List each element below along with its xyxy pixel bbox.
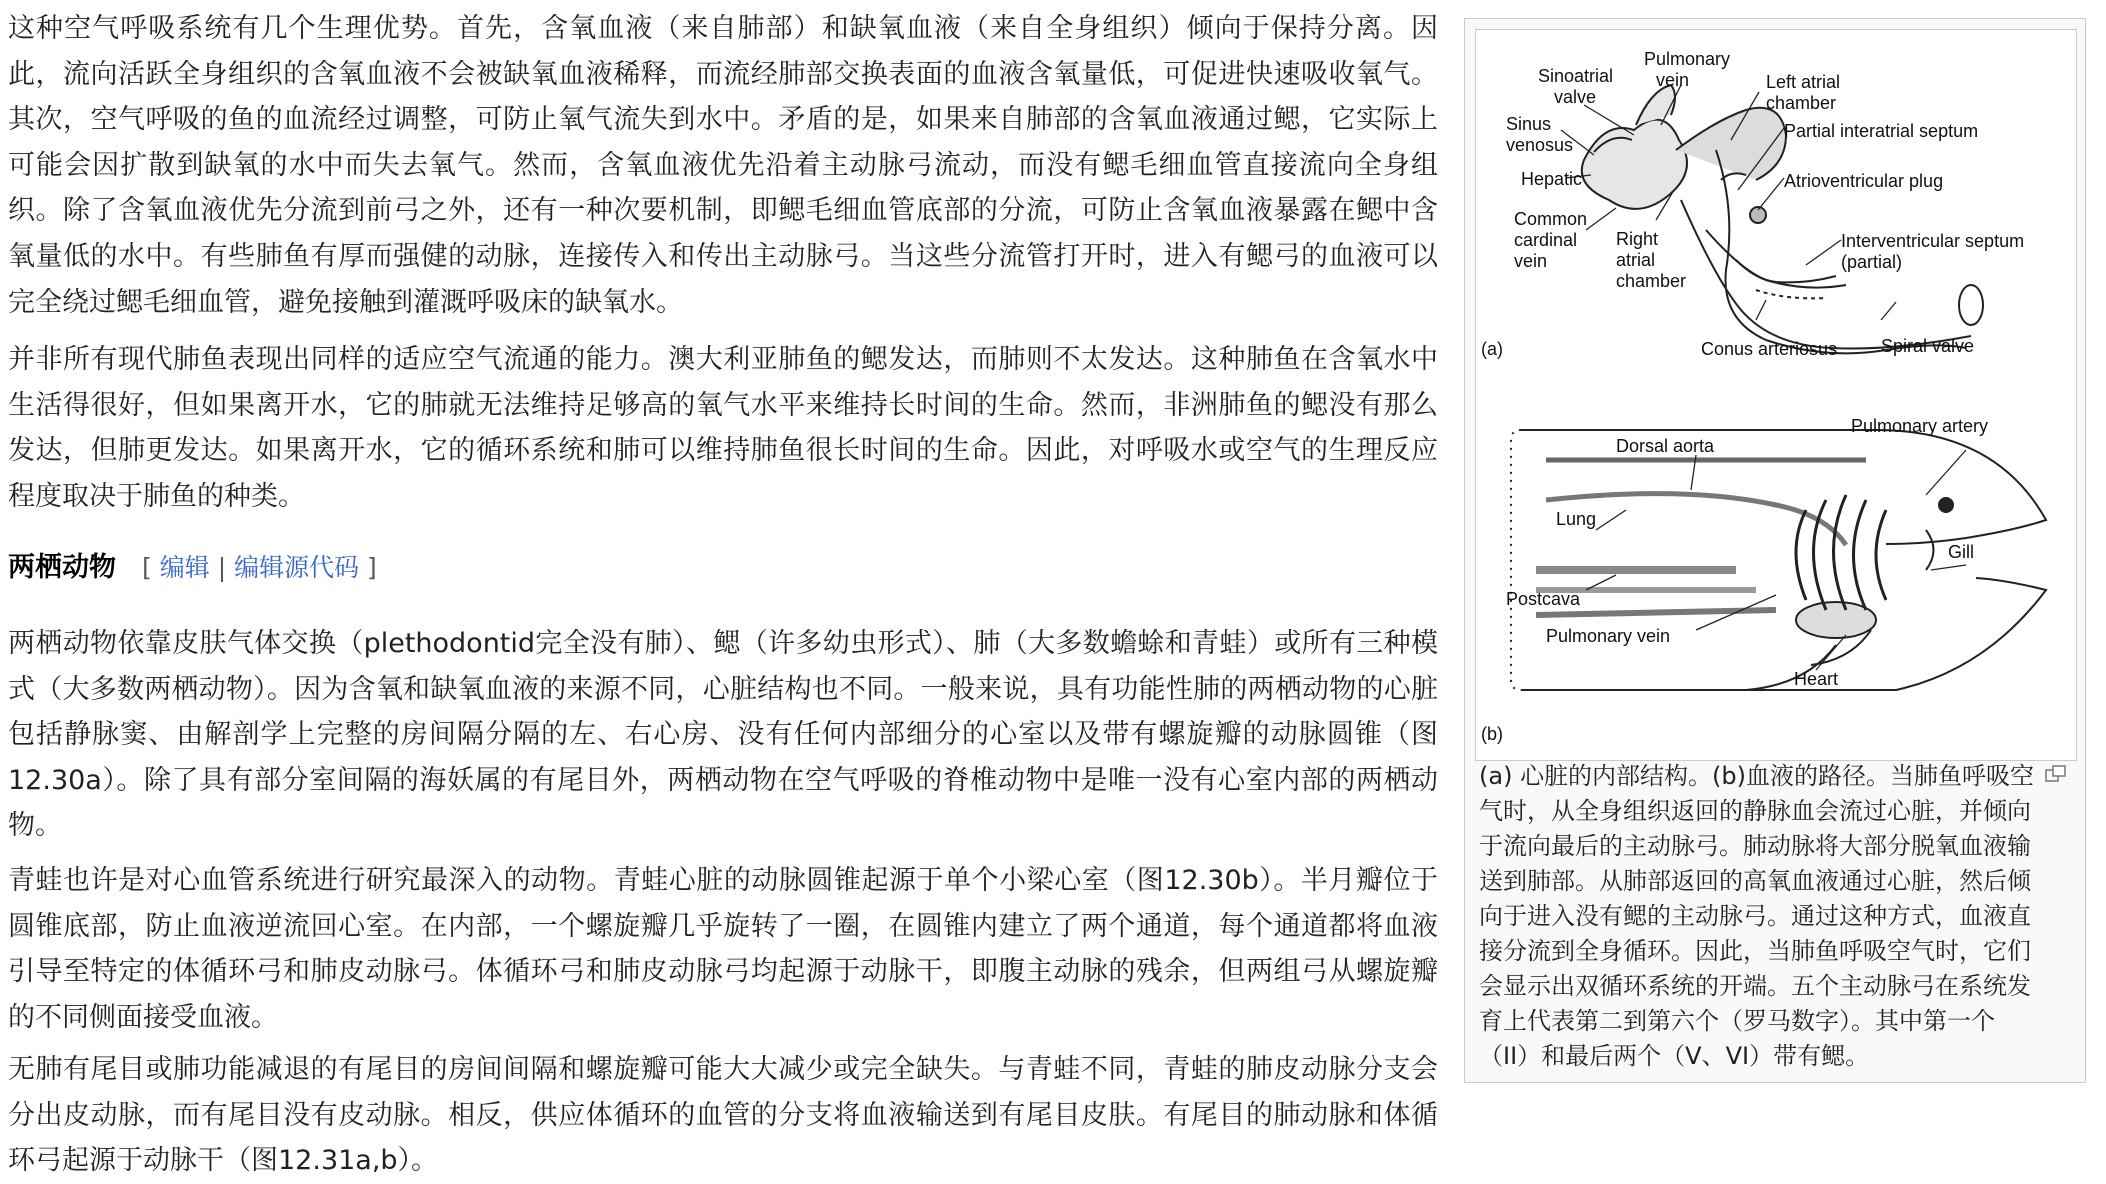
label-atrioventricular-plug: Atrioventricular plug	[1784, 171, 1944, 191]
svg-text:valve: valve	[1554, 87, 1597, 107]
section-title: 两栖动物	[8, 552, 116, 583]
label-sinus-venosus: Sinus	[1506, 114, 1552, 134]
label-pulmonary-artery: Pulmonary artery	[1851, 416, 1989, 436]
label-gill: Gill	[1948, 542, 1974, 562]
section-heading-amphibians	[8, 548, 377, 588]
figure-caption: (a) 心脏的内部结构。(b)血液的路径。当肺鱼呼吸空气时，从全身组织返回的静脉血会流过心脏，并倾向于流向最后的主动脉弓。肺动脉将大部分脱氧血液输送到肺部。从肺部返回的高氧血液通过心脏，然后倾向于进入没有鳃的主动脉弓。通过这种方式，血液直接分流到全身循环。因此，当肺鱼呼吸空气时，它们会显示出双循环系统的开端。五个主动脉弓在系统发育上代表第二到第六个（罗马数字）。其中第一个（II）和最后两个（V、VI）带有鳃。	[1479, 762, 2035, 1070]
panel-a-label: (a)	[1481, 339, 1503, 359]
svg-text:venosus: venosus	[1506, 135, 1574, 155]
label-common-cardinal-vein: Common	[1514, 209, 1588, 229]
label-interventricular-septum: Interventricular septum	[1841, 231, 2025, 251]
paragraph-lungfish-species: 并非所有现代肺鱼表现出同样的适应空气流通的能力。澳大利亚肺鱼的鳃发达，而肺则不太发达。这种肺鱼在含氧水中生活得很好，但如果离开水，它的肺就无法维持足够高的氧气水平来维持长时间的生命。然而，非洲肺鱼的鳃没有那么发达，但肺更发达。如果离开水，它的循环系统和肺可以维持肺鱼很长时间的生命。因此，对呼吸水或空气的生理反应程度取决于肺鱼的种类。	[8, 344, 1438, 512]
label-postcava: Postcava	[1506, 589, 1581, 609]
label-right-atrial-chamber: Right	[1616, 229, 1659, 249]
label-heart: Heart	[1794, 669, 1839, 689]
lungfish-heart-diagram	[1476, 30, 2076, 760]
edit-source-link[interactable]: 编辑源代码	[234, 553, 360, 582]
svg-text:atrial: atrial	[1616, 250, 1656, 270]
svg-text:vein: vein	[1514, 251, 1548, 271]
label-left-atrial-chamber: Left atrial	[1766, 72, 1841, 92]
label-sinoatrial-valve: Sinoatrial	[1538, 66, 1614, 86]
figure-image[interactable]	[1475, 29, 2077, 761]
paragraph-lungfish-advantages: 这种空气呼吸系统有几个生理优势。首先，含氧血液（来自肺部）和缺氧血液（来自全身组织）倾向于保持分离。因此，流向活跃全身组织的含氧血液不会被缺氧血液稀释，而流经肺部交换表面的血液含氧量低，可促进快速吸收氧气。其次，空气呼吸的鱼的血流经过调整，可防止氧气流失到水中。矛盾的是，如果来自肺部的含氧血液通过鳃，它实际上可能会因扩散到缺氧的水中而失去氧气。然而，含氧血液优先沿着主动脉弓流动，而没有鳃毛细血管直接流向全身组织。除了含氧血液优先分流到前弓之外，还有一种次要机制，即鳃毛细血管底部的分流，可防止含氧血液暴露在鳃中含氧量低的水中。有些肺鱼有厚而强健的动脉，连接传入和传出主动脉弓。当这些分流管打开时，进入有鳃弓的血液可以完全绕过鳃毛细血管，避免接触到灌溉呼吸床的缺氧水。	[8, 13, 1438, 318]
panel-b-labels	[1481, 416, 1988, 744]
label-spiral-valve: Spiral valve	[1881, 336, 1975, 356]
paragraph-caudata: 无肺有尾目或肺功能减退的有尾目的房间间隔和螺旋瓣可能大大减少或完全缺失。与青蛙不同，青蛙的肺皮动脉分支会分出皮动脉，而有尾目没有皮动脉。相反，供应体循环的血管的分支将血液输送到有尾目皮肤。有尾目的肺动脉和体循环弓起源于动脉干（图12.31a,b）。	[8, 1054, 1438, 1177]
paragraph-amphibian-respiration: 两栖动物依靠皮肤气体交换（plethodontid完全没有肺）、鳃（许多幼虫形式）、肺（大多数蟾蜍和青蛙）或所有三种模式（大多数两栖动物）。因为含氧和缺氧血液的来源不同，心脏结构也不同。一般来说，具有功能性肺的两栖动物的心脏包括静脉窦、由解剖学上完整的房间隔分隔的左、右心房、没有任何内部细分的心室以及带有螺旋瓣的动脉圆锥（图12.30a）。除了具有部分室间隔的海妖属的有尾目外，两栖动物在空气呼吸的脊椎动物中是唯一没有心室内部的两栖动物。	[8, 628, 1438, 842]
label-lung: Lung	[1556, 509, 1597, 529]
svg-text:chamber: chamber	[1616, 271, 1687, 291]
edit-link[interactable]: 编辑	[159, 553, 210, 582]
svg-text:chamber: chamber	[1766, 93, 1837, 113]
figure-thumb	[1464, 18, 2086, 1083]
svg-text:vein: vein	[1656, 70, 1690, 90]
label-pulmonary-vein: Pulmonary	[1644, 49, 1731, 69]
svg-text:(partial): (partial)	[1841, 252, 1903, 272]
label-pulmonary-vein-b: Pulmonary vein	[1546, 626, 1671, 646]
paragraph-frog-heart: 青蛙也许是对心血管系统进行研究最深入的动物。青蛙心脏的动脉圆锥起源于单个小梁心室（图12.30b）。半月瓣位于圆锥底部，防止血液逆流回心室。在内部，一个螺旋瓣几乎旋转了一圈，在圆锥内建立了两个通道，每个通道都将血液引导至特定的体循环弓和肺皮动脉弓。体循环弓和肺皮动脉弓均起源于动脉干，即腹主动脉的残余，但两组弓从螺旋瓣的不同侧面接受血液。	[8, 865, 1438, 1033]
panel-a-labels	[1481, 49, 2024, 359]
label-partial-interatrial-septum: Partial interatrial septum	[1784, 121, 1979, 141]
label-conus-arteriosus: Conus arteriosus	[1701, 339, 1838, 359]
svg-text:cardinal: cardinal	[1514, 230, 1578, 250]
label-hepatic: Hepatic	[1521, 169, 1583, 189]
edit-section-links: [ 编辑 | 编辑源代码 ]	[142, 553, 377, 582]
enlarge-icon[interactable]	[2045, 765, 2067, 783]
panel-b-label: (b)	[1481, 724, 1503, 744]
label-dorsal-aorta: Dorsal aorta	[1616, 436, 1715, 456]
